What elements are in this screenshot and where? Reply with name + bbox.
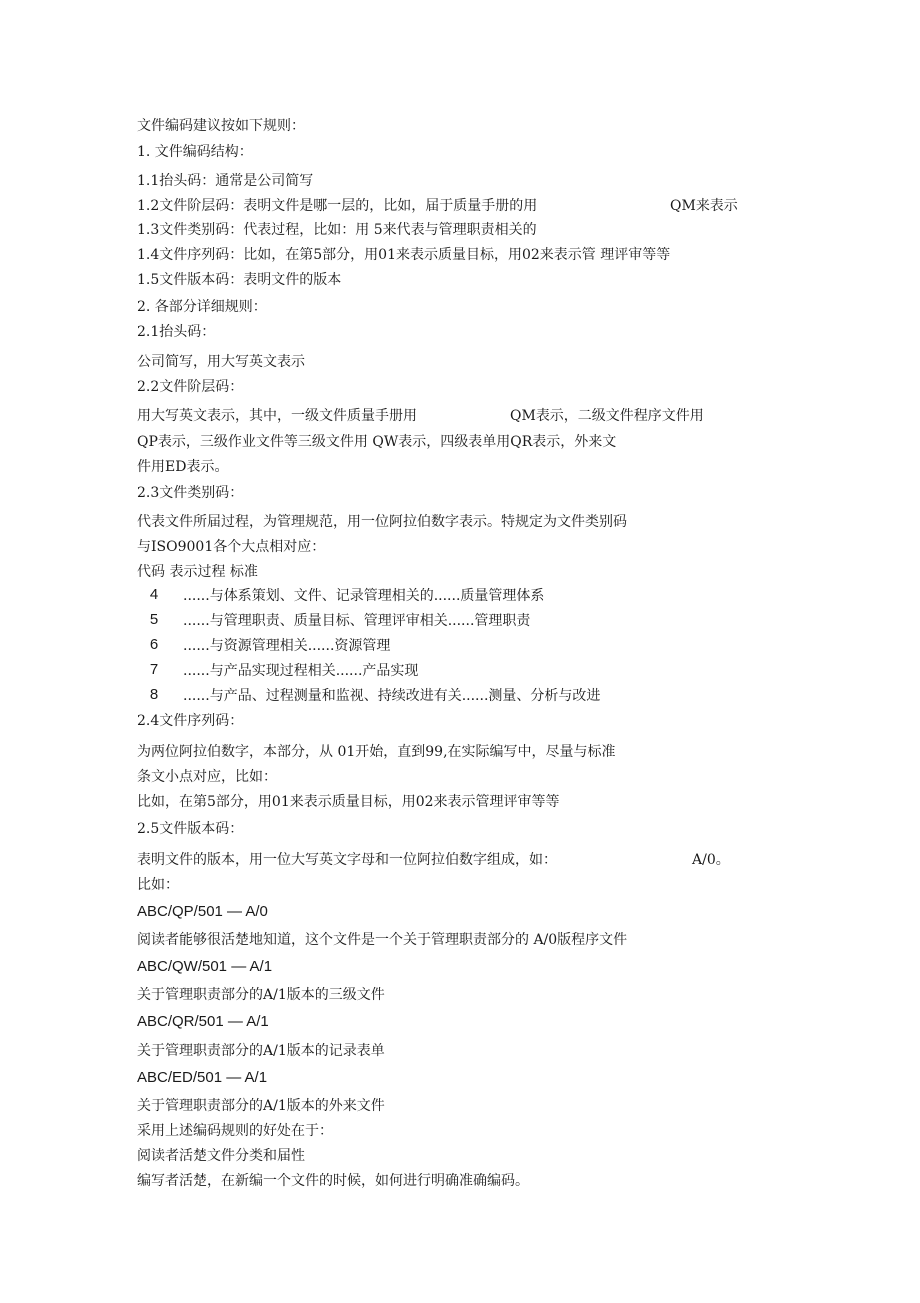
section-2-heading: 2. 各部分详细规则：	[137, 299, 267, 315]
text-2-4-line3: 比如，在第5部分，用01来表示质量目标，用02来表示管理评审等等	[137, 794, 560, 810]
text-2-2-line3: 件用ED表示。	[137, 459, 229, 475]
table-header: 代码 表示过程 标准	[137, 564, 258, 580]
rule-1-3: 1.3文件类别码：代表过程，比如：用 5来代表与管理职责相关的	[137, 222, 537, 238]
row-desc: ......与管理职责、质量目标、管理评审相关......管理职责	[183, 613, 531, 629]
text-2-3-line1: 代表文件所届过程，为管理规范，用一位阿拉伯数字表示。特规定为文件类别码	[137, 514, 627, 530]
row-code: 5	[149, 611, 159, 628]
benefit-1: 阅读者活楚文件分类和届性	[137, 1148, 305, 1164]
example-desc-3: 关于管理职责部分的A/1版本的记录表单	[137, 1043, 385, 1059]
row-code: 6	[149, 636, 159, 653]
heading-2-1: 2.1抬头码：	[137, 324, 216, 340]
text-2-4-line1: 为两位阿拉伯数字，本部分，从 01开始，直到99,在实际编写中，尽量与标准	[137, 744, 616, 760]
heading-2-3: 2.3文件类别码：	[137, 485, 244, 501]
text-2-1: 公司简写，用大写英文表示	[137, 354, 305, 370]
row-desc: ......与体系策划、文件、记录管理相关的......质量管理体系	[183, 588, 545, 604]
row-code: 4	[149, 586, 159, 603]
heading-2-2: 2.2文件阶层码：	[137, 379, 244, 395]
benefit-2: 编写者活楚，在新编一个文件的时候，如何进行明确准确编码。	[137, 1173, 529, 1189]
rule-1-2-tail: QM来表示	[670, 198, 738, 214]
rule-1-4: 1.4文件序列码：比如，在第5部分，用01来表示质量目标，用02来表示管 理评审等等	[137, 247, 671, 263]
heading-2-5: 2.5文件版本码：	[137, 821, 244, 837]
text-2-2-line2: QP表示，三级作业文件等三级文件用 QW表示，四级表单用QR表示，外来文	[137, 434, 617, 450]
rule-1-2: 1.2文件阶层码：表明文件是哪一层的，比如，届于质量手册的用	[137, 198, 538, 214]
rule-1-5: 1.5文件版本码：表明文件的版本	[137, 272, 342, 288]
row-code: 8	[149, 686, 159, 703]
example-desc-4: 关于管理职责部分的A/1版本的外来文件	[137, 1098, 385, 1114]
benefits-heading: 采用上述编码规则的好处在于：	[137, 1123, 333, 1139]
text-2-4-line2: 条文小点对应，比如：	[137, 769, 277, 785]
example-code-1: ABC/QP/501 — A/0	[137, 903, 268, 920]
example-code-2: ABC/QW/501 — A/1	[137, 958, 273, 975]
section-1-heading: 1. 文件编码结构：	[137, 144, 253, 160]
example-code-3: ABC/QR/501 — A/1	[137, 1013, 269, 1030]
example-desc-2: 关于管理职责部分的A/1版本的三级文件	[137, 987, 385, 1003]
text-2-3-line2: 与ISO9001各个大点相对应：	[137, 539, 326, 555]
rule-1-1: 1.1抬头码：通常是公司简写	[137, 173, 314, 189]
row-desc: ......与产品实现过程相关......产品实现	[183, 663, 419, 679]
row-code: 7	[149, 661, 159, 678]
example-code-4: ABC/ED/501 — A/1	[137, 1069, 268, 1086]
row-desc: ......与资源管理相关......资源管理	[183, 638, 391, 654]
text-2-5-line1-tail: A/0。	[692, 852, 730, 868]
heading-2-4: 2.4文件序列码：	[137, 713, 244, 729]
intro-line: 文件编码建议按如下规则：	[137, 118, 305, 134]
example-desc-1: 阅读者能够很活楚地知道，这个文件是一个关于管理职责部分的 A/0版程序文件	[137, 932, 628, 948]
text-2-5-line1: 表明文件的版本，用一位大写英文字母和一位阿拉伯数字组成，如：	[137, 852, 557, 868]
text-2-5-example: 比如：	[137, 877, 179, 893]
text-2-2-line1-tail: QM表示，二级文件程序文件用	[510, 408, 704, 424]
text-2-2-line1: 用大写英文表示，其中，一级文件质量手册用	[137, 408, 417, 424]
row-desc: ......与产品、过程测量和监视、持续改进有关......测量、分析与改进	[183, 688, 601, 704]
